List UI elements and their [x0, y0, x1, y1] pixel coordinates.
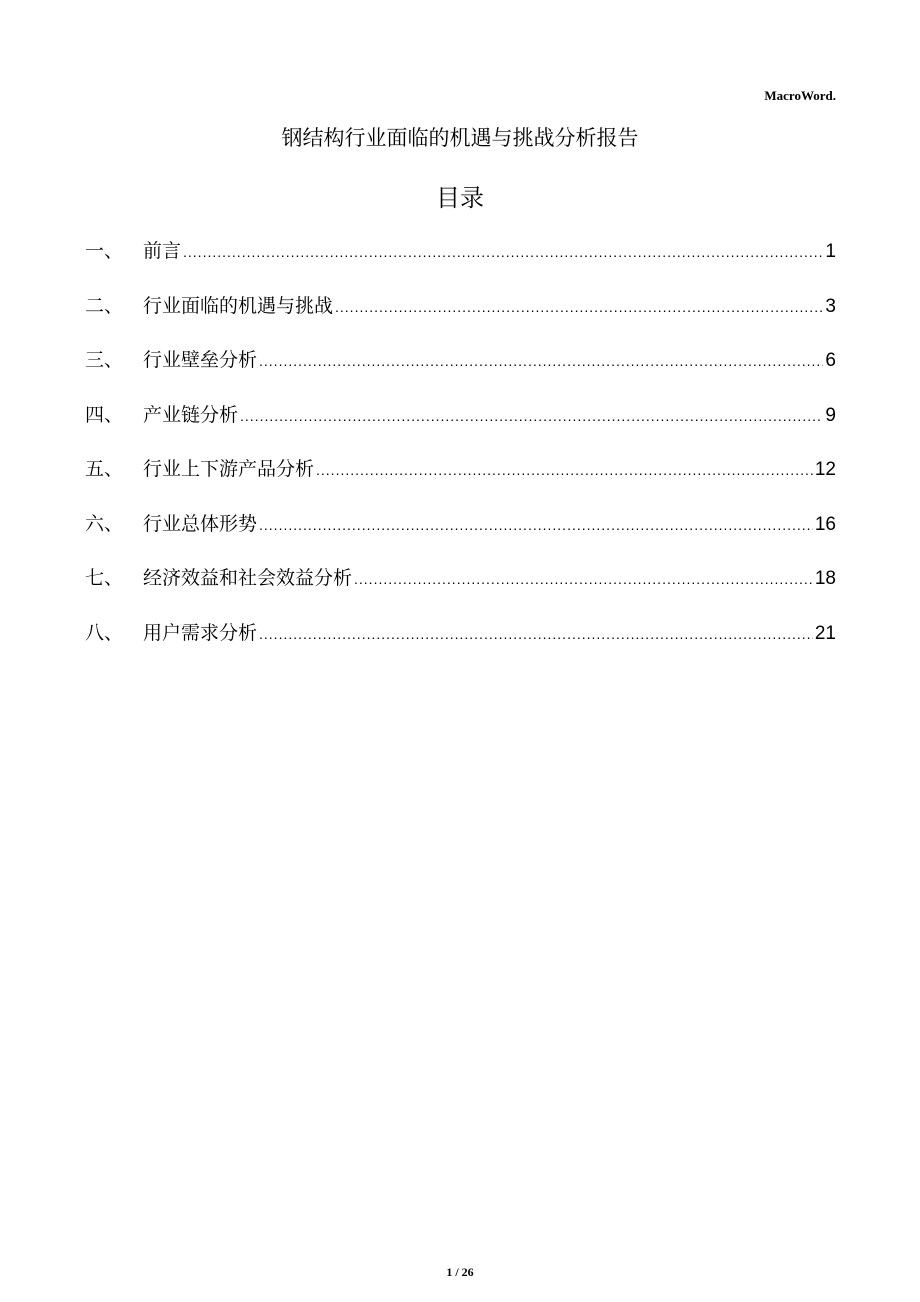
- toc-leader-dots: [335, 299, 823, 315]
- page-indicator: 1 / 26: [446, 1265, 474, 1279]
- toc-page: 9: [825, 404, 836, 426]
- toc-label: 经济效益和社会效益分析: [143, 567, 353, 589]
- toc-entry-2[interactable]: [85, 345, 836, 400]
- toc-number: 五、: [85, 458, 124, 480]
- toc-number: 七、: [85, 567, 124, 589]
- toc-number: 一、: [85, 240, 124, 262]
- toc-label: 产业链分析: [143, 403, 239, 426]
- toc-number: 六、: [85, 512, 124, 535]
- toc-entry-7[interactable]: [85, 618, 836, 673]
- toc-entry-5[interactable]: [85, 509, 836, 564]
- toc-number: 四、: [85, 403, 124, 426]
- table-of-contents: [85, 236, 836, 672]
- toc-entry-6[interactable]: [85, 563, 836, 618]
- toc-leader-dots: [183, 244, 823, 260]
- toc-leader-dots: [240, 408, 823, 424]
- toc-leader-dots: [259, 626, 813, 642]
- toc-number: 三、: [85, 349, 124, 371]
- toc-entry-1[interactable]: [85, 291, 836, 346]
- toc-page: 6: [825, 350, 836, 371]
- toc-number: 二、: [85, 294, 124, 317]
- toc-number: 八、: [85, 621, 124, 644]
- toc-label: 前言: [143, 240, 182, 262]
- toc-label: 行业壁垒分析: [143, 349, 258, 371]
- toc-label: 行业上下游产品分析: [143, 458, 315, 480]
- toc-entry-3[interactable]: [85, 400, 836, 455]
- toc-leader-dots: [316, 462, 813, 478]
- toc-page: 21: [814, 622, 836, 644]
- document-title: 钢结构行业面临的机遇与挑战分析报告: [281, 126, 639, 150]
- toc-entry-4[interactable]: [85, 454, 836, 509]
- toc-title: 目录: [436, 184, 484, 212]
- toc-page: 3: [825, 295, 836, 317]
- toc-page: 18: [814, 568, 836, 589]
- toc-entry-0[interactable]: [85, 236, 836, 291]
- toc-page: 1: [825, 241, 836, 262]
- toc-leader-dots: [259, 517, 813, 533]
- header-brand: MacroWord.: [764, 88, 836, 103]
- toc-page: 16: [814, 513, 836, 535]
- toc-label: 行业总体形势: [143, 512, 258, 535]
- toc-leader-dots: [259, 353, 823, 369]
- toc-leader-dots: [354, 571, 813, 587]
- toc-label: 用户需求分析: [143, 621, 258, 644]
- toc-label: 行业面临的机遇与挑战: [143, 294, 334, 317]
- toc-page: 12: [814, 459, 836, 480]
